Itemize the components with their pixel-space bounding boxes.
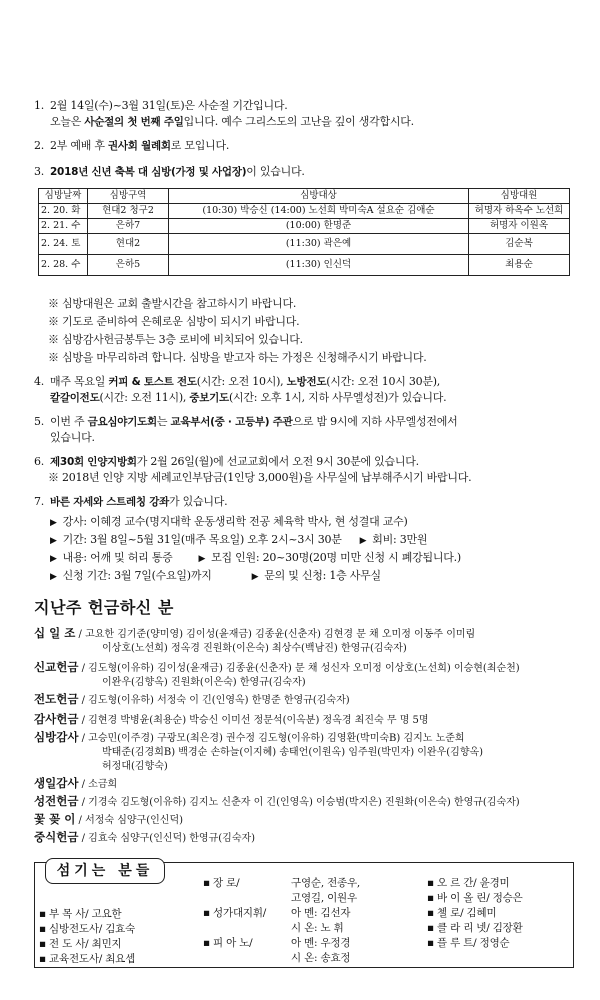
offering-names: 박태준(김경희B) 백경순 손하늘(이지혜) 송태언(이원옥) 임주원(박민자) 이완우(김향옥) <box>102 747 484 758</box>
offerings-title: 지난주 헌금하신 분 <box>34 598 174 617</box>
server-role: ▪ 장 로/ <box>203 877 240 889</box>
visit-area: 현대2 청구2 <box>88 204 169 219</box>
notice-text: 매주 목요일 <box>50 375 109 388</box>
offering-label: 전도헌금 <box>34 692 79 706</box>
server-role: ▪ 성가대지휘/ <box>203 907 267 919</box>
notice-4 <box>34 374 574 406</box>
offering-label: 심방감사 <box>34 730 79 744</box>
notice-text: 있습니다. <box>50 431 95 444</box>
notice-emphasis: 바른 자세와 스트레칭 강좌 <box>50 496 170 508</box>
detail-text: 신청 기간: 3월 7일(수요일)까지 <box>62 569 212 582</box>
notice-text: 으로 밤 9시에 지하 사무엘성전에서 <box>292 415 458 428</box>
notice-2 <box>34 138 574 154</box>
visit-note: ※ 심방감사헌금봉투는 3층 로비에 비치되어 있습니다. <box>48 333 303 346</box>
notice-text: 2월 14일(수)~3월 31일(토)은 사순절 기간입니다. <box>50 99 288 112</box>
notice-text: 입니다. 예수 그리스도의 고난을 깊이 생각합시다. <box>183 115 414 128</box>
servers-column-2 <box>203 876 266 966</box>
detail-text: 강사: 이혜경 교수(명지대학 운동생리학 전공 체육학 박사, 현 성결대 교수) <box>62 515 408 528</box>
server-role <box>203 951 266 966</box>
visit-team: 허명자 이원옥 <box>469 219 570 234</box>
notice-text: 가 2월 26일(월)에 선교교회에서 오전 9시 30분에 있습니다. <box>136 455 419 468</box>
notice-text: 는 <box>156 415 171 428</box>
visit-area: 은하7 <box>88 219 169 234</box>
server-names: 고영길, 이원우 <box>291 892 357 904</box>
notice-text: (시간: 오전 11시), <box>99 391 190 404</box>
visit-area: 은하5 <box>88 255 169 276</box>
table-row <box>39 219 570 234</box>
offering-names: / 기경숙 김도형(이유하) 김지노 신춘자 이 긴(인영옥) 이승범(박지은) 진원화(이은숙) 한영규(김숙자) <box>81 797 520 808</box>
server-entry: ▪ 교육전도사/ 최요셉 <box>39 953 136 965</box>
notice-text: (시간: 오전 10시 30분), <box>326 375 441 388</box>
offering-label: 십 일 조 <box>34 626 76 640</box>
visit-team: 최용순 <box>469 255 570 276</box>
notice-emphasis: 권사회 월례회 <box>108 140 171 152</box>
detail-text: 모집 인원: 20~30명(20명 미만 신청 시 폐강됩니다.) <box>211 551 461 564</box>
offering-label: 성전헌금 <box>34 794 79 808</box>
visit-note: ※ 기도로 준비하여 은혜로운 심방이 되시기 바랍니다. <box>48 315 300 328</box>
servers-column-3 <box>291 876 360 966</box>
notice-text: (시간: 오후 1시, 지하 사무엘성전)가 있습니다. <box>228 391 447 404</box>
column-header: 심방날짜 <box>39 189 88 204</box>
offering-label: 감사헌금 <box>34 712 79 726</box>
detail-text: 회비: 3만원 <box>372 533 428 546</box>
table-row <box>39 234 570 255</box>
offering-row <box>34 692 574 708</box>
table-header-row <box>39 189 570 204</box>
server-role: ▪ 피 아 노/ <box>203 937 253 949</box>
offering-names: / 김도형(이유하) 김이성(윤재금) 김종윤(신춘자) 문 채 성신자 오미정 이상호(노선희) 이승현(최순천) <box>81 663 520 674</box>
column-header: 심방구역 <box>88 189 169 204</box>
servers-title: 섬기는 분들 <box>45 858 165 884</box>
notice-emphasis: 사순절의 첫 번째 주일 <box>84 116 184 128</box>
server-entry: ▪ 첼 로/ 김혜미 <box>427 907 497 919</box>
visit-date: 2. 24. 토 <box>39 234 88 255</box>
server-names: 시 온: 송효정 <box>291 952 351 964</box>
server-names: 구영순, 전종우, <box>291 877 361 889</box>
visit-target: (10:00) 한명준 <box>169 219 469 234</box>
detail-text: 내용: 어깨 및 허리 통증 <box>62 551 173 564</box>
table-row <box>39 204 570 219</box>
offering-names: / 김현경 박병윤(최용순) 박승신 이미선 정문석(이옥분) 정옥경 최진숙 무 명 5명 <box>81 715 429 726</box>
notice-text: 오늘은 <box>50 115 85 128</box>
notice-text: (시간: 오전 10시), <box>196 375 287 388</box>
column-header: 심방대상 <box>169 189 469 204</box>
notice-6 <box>34 454 574 486</box>
offering-names: / 고요한 김기준(양미영) 김이성(윤재금) 김종윤(신춘자) 김현경 문 채 오미정 이동주 이미림 <box>78 629 476 640</box>
offering-names: 허정대(김향숙) <box>102 761 168 772</box>
visit-note: ※ 심방대원은 교회 출발시간을 참고하시기 바랍니다. <box>48 297 297 310</box>
server-entry: ▪ 오 르 간/ 윤경미 <box>427 877 510 889</box>
offering-row <box>34 626 574 656</box>
column-header: 심방대원 <box>469 189 570 204</box>
notice-number: 6. <box>34 455 44 468</box>
server-names: 시 온: 노 휘 <box>291 922 344 934</box>
notice-emphasis: 노방전도 <box>286 376 327 388</box>
server-entry: ▪ 전 도 사/ 최민지 <box>39 938 122 950</box>
notice-text: 2부 예배 후 <box>50 139 108 152</box>
detail-text: 기간: 3월 8일~5월 31일(매주 목요일) 오후 2시~3시 30분 <box>62 533 342 546</box>
visit-team: 허명자 하옥수 노선희 <box>469 204 570 219</box>
notice-7 <box>34 494 574 510</box>
notice-number: 7. <box>34 495 44 508</box>
detail-text: 문의 및 신청: 1층 사무실 <box>264 569 381 582</box>
offering-label: 꽃 꽂 이 <box>34 812 76 826</box>
notice-number: 4. <box>34 375 44 388</box>
visit-area: 현대2 <box>88 234 169 255</box>
server-names: 아 멘: 김선자 <box>291 907 351 919</box>
lecture-detail: ▶ 내용: 어깨 및 허리 통증 ▶ 모집 인원: 20~30명(20명 미만 신청 시 폐강됩니다.) <box>50 551 461 564</box>
notice-text: 로 모입니다. <box>170 139 230 152</box>
offering-label: 신교헌금 <box>34 660 79 674</box>
offering-row <box>34 730 574 774</box>
notice-number: 1. <box>34 99 44 112</box>
offering-label: 중식헌금 <box>34 830 79 844</box>
offering-names: 이완우(김향옥) 진원화(이은숙) 한영규(김숙자) <box>102 677 306 688</box>
server-entry: ▪ 바 이 올 린/ 정승은 <box>427 892 523 904</box>
offering-row <box>34 776 574 792</box>
offering-row <box>34 812 574 828</box>
offering-row <box>34 712 574 728</box>
server-names: 아 멘: 우정경 <box>291 937 351 949</box>
notice-text: 가 있습니다. <box>169 495 228 508</box>
server-role <box>203 891 266 906</box>
servers-column-4 <box>427 876 523 951</box>
offering-names: / 소금희 <box>81 779 118 790</box>
visit-team: 김순복 <box>469 234 570 255</box>
visit-date: 2. 20. 화 <box>39 204 88 219</box>
notice-emphasis: 금요심야기도회 <box>87 416 157 428</box>
offering-names: 이상호(노선희) 정옥경 진원화(이은숙) 최상수(백남진) 한영규(김숙자) <box>102 643 407 654</box>
server-entry: ▪ 플 루 트/ 정영순 <box>427 937 510 949</box>
notice-emphasis: 교육부서(중 · 고등부) 주관 <box>170 416 293 428</box>
server-entry: ▪ 부 목 사/ 고요한 <box>39 908 122 920</box>
offering-label: 생일감사 <box>34 776 79 790</box>
server-entry: ▪ 클 라 리 넷/ 김장환 <box>427 922 523 934</box>
notice-emphasis: 중보기도 <box>189 392 229 404</box>
notice-number: 5. <box>34 415 44 428</box>
offering-names: / 김효숙 심양구(인신덕) 한영규(김숙자) <box>81 833 256 844</box>
notice-note: ※ 2018년 인양 지방 세례교인부담금(1인당 3,000원)을 사무실에 납부해주시기 바랍니다. <box>48 471 472 484</box>
notice-emphasis: 2018년 신년 축복 대 심방(가정 및 사업장) <box>50 166 247 178</box>
notice-number: 3. <box>34 165 44 178</box>
offering-names: / 서정숙 심양구(인신덕) <box>78 815 184 826</box>
offering-names: / 고승민(이주경) 구광모(최은경) 권수정 김도형(이유하) 김영환(박미숙B) 김지노 노준희 <box>81 733 465 744</box>
visit-target: (10:30) 박승신 (14:00) 노선희 박미숙A 설요순 김애순 <box>169 204 469 219</box>
notice-5 <box>34 414 574 446</box>
notice-number: 2. <box>34 139 44 152</box>
servers-box <box>34 862 574 968</box>
table-row <box>39 255 570 276</box>
servers-column-1 <box>39 907 135 967</box>
notice-3 <box>34 164 574 180</box>
server-entry: ▪ 심방전도사/ 김효숙 <box>39 923 136 935</box>
visitation-table <box>38 188 570 276</box>
visit-note: ※ 심방을 마무리하려 합니다. 심방을 받고자 하는 가정은 신청해주시기 바랍니다. <box>48 351 427 364</box>
notice-emphasis: 칼갈이전도 <box>50 392 100 404</box>
visit-date: 2. 28. 수 <box>39 255 88 276</box>
notice-text: 이 있습니다. <box>246 165 305 178</box>
offering-names: / 김도형(이유하) 서정숙 이 긴(인영옥) 한명준 한영규(김숙자) <box>81 695 350 706</box>
notice-text: 이번 주 <box>50 415 88 428</box>
lecture-detail: ▶ 강사: 이혜경 교수(명지대학 운동생리학 전공 체육학 박사, 현 성결대 교수) <box>50 515 408 528</box>
visit-target: (11:30) 인신덕 <box>169 255 469 276</box>
offering-row <box>34 830 574 846</box>
visit-date: 2. 21. 수 <box>39 219 88 234</box>
lecture-detail: ▶ 신청 기간: 3월 7일(수요일)까지 ▶ 문의 및 신청: 1층 사무실 <box>50 569 381 582</box>
visit-target: (11:30) 곽은예 <box>169 234 469 255</box>
offering-row <box>34 794 574 810</box>
lecture-detail: ▶ 기간: 3월 8일~5월 31일(매주 목요일) 오후 2시~3시 30분 ▶ 회비: 3만원 <box>50 533 428 546</box>
notice-emphasis: 제30회 인양지방회 <box>50 456 137 468</box>
server-role <box>203 921 266 936</box>
notice-emphasis: 커피 & 토스트 전도 <box>108 376 197 388</box>
notice-1 <box>34 98 574 130</box>
offering-row <box>34 660 574 690</box>
